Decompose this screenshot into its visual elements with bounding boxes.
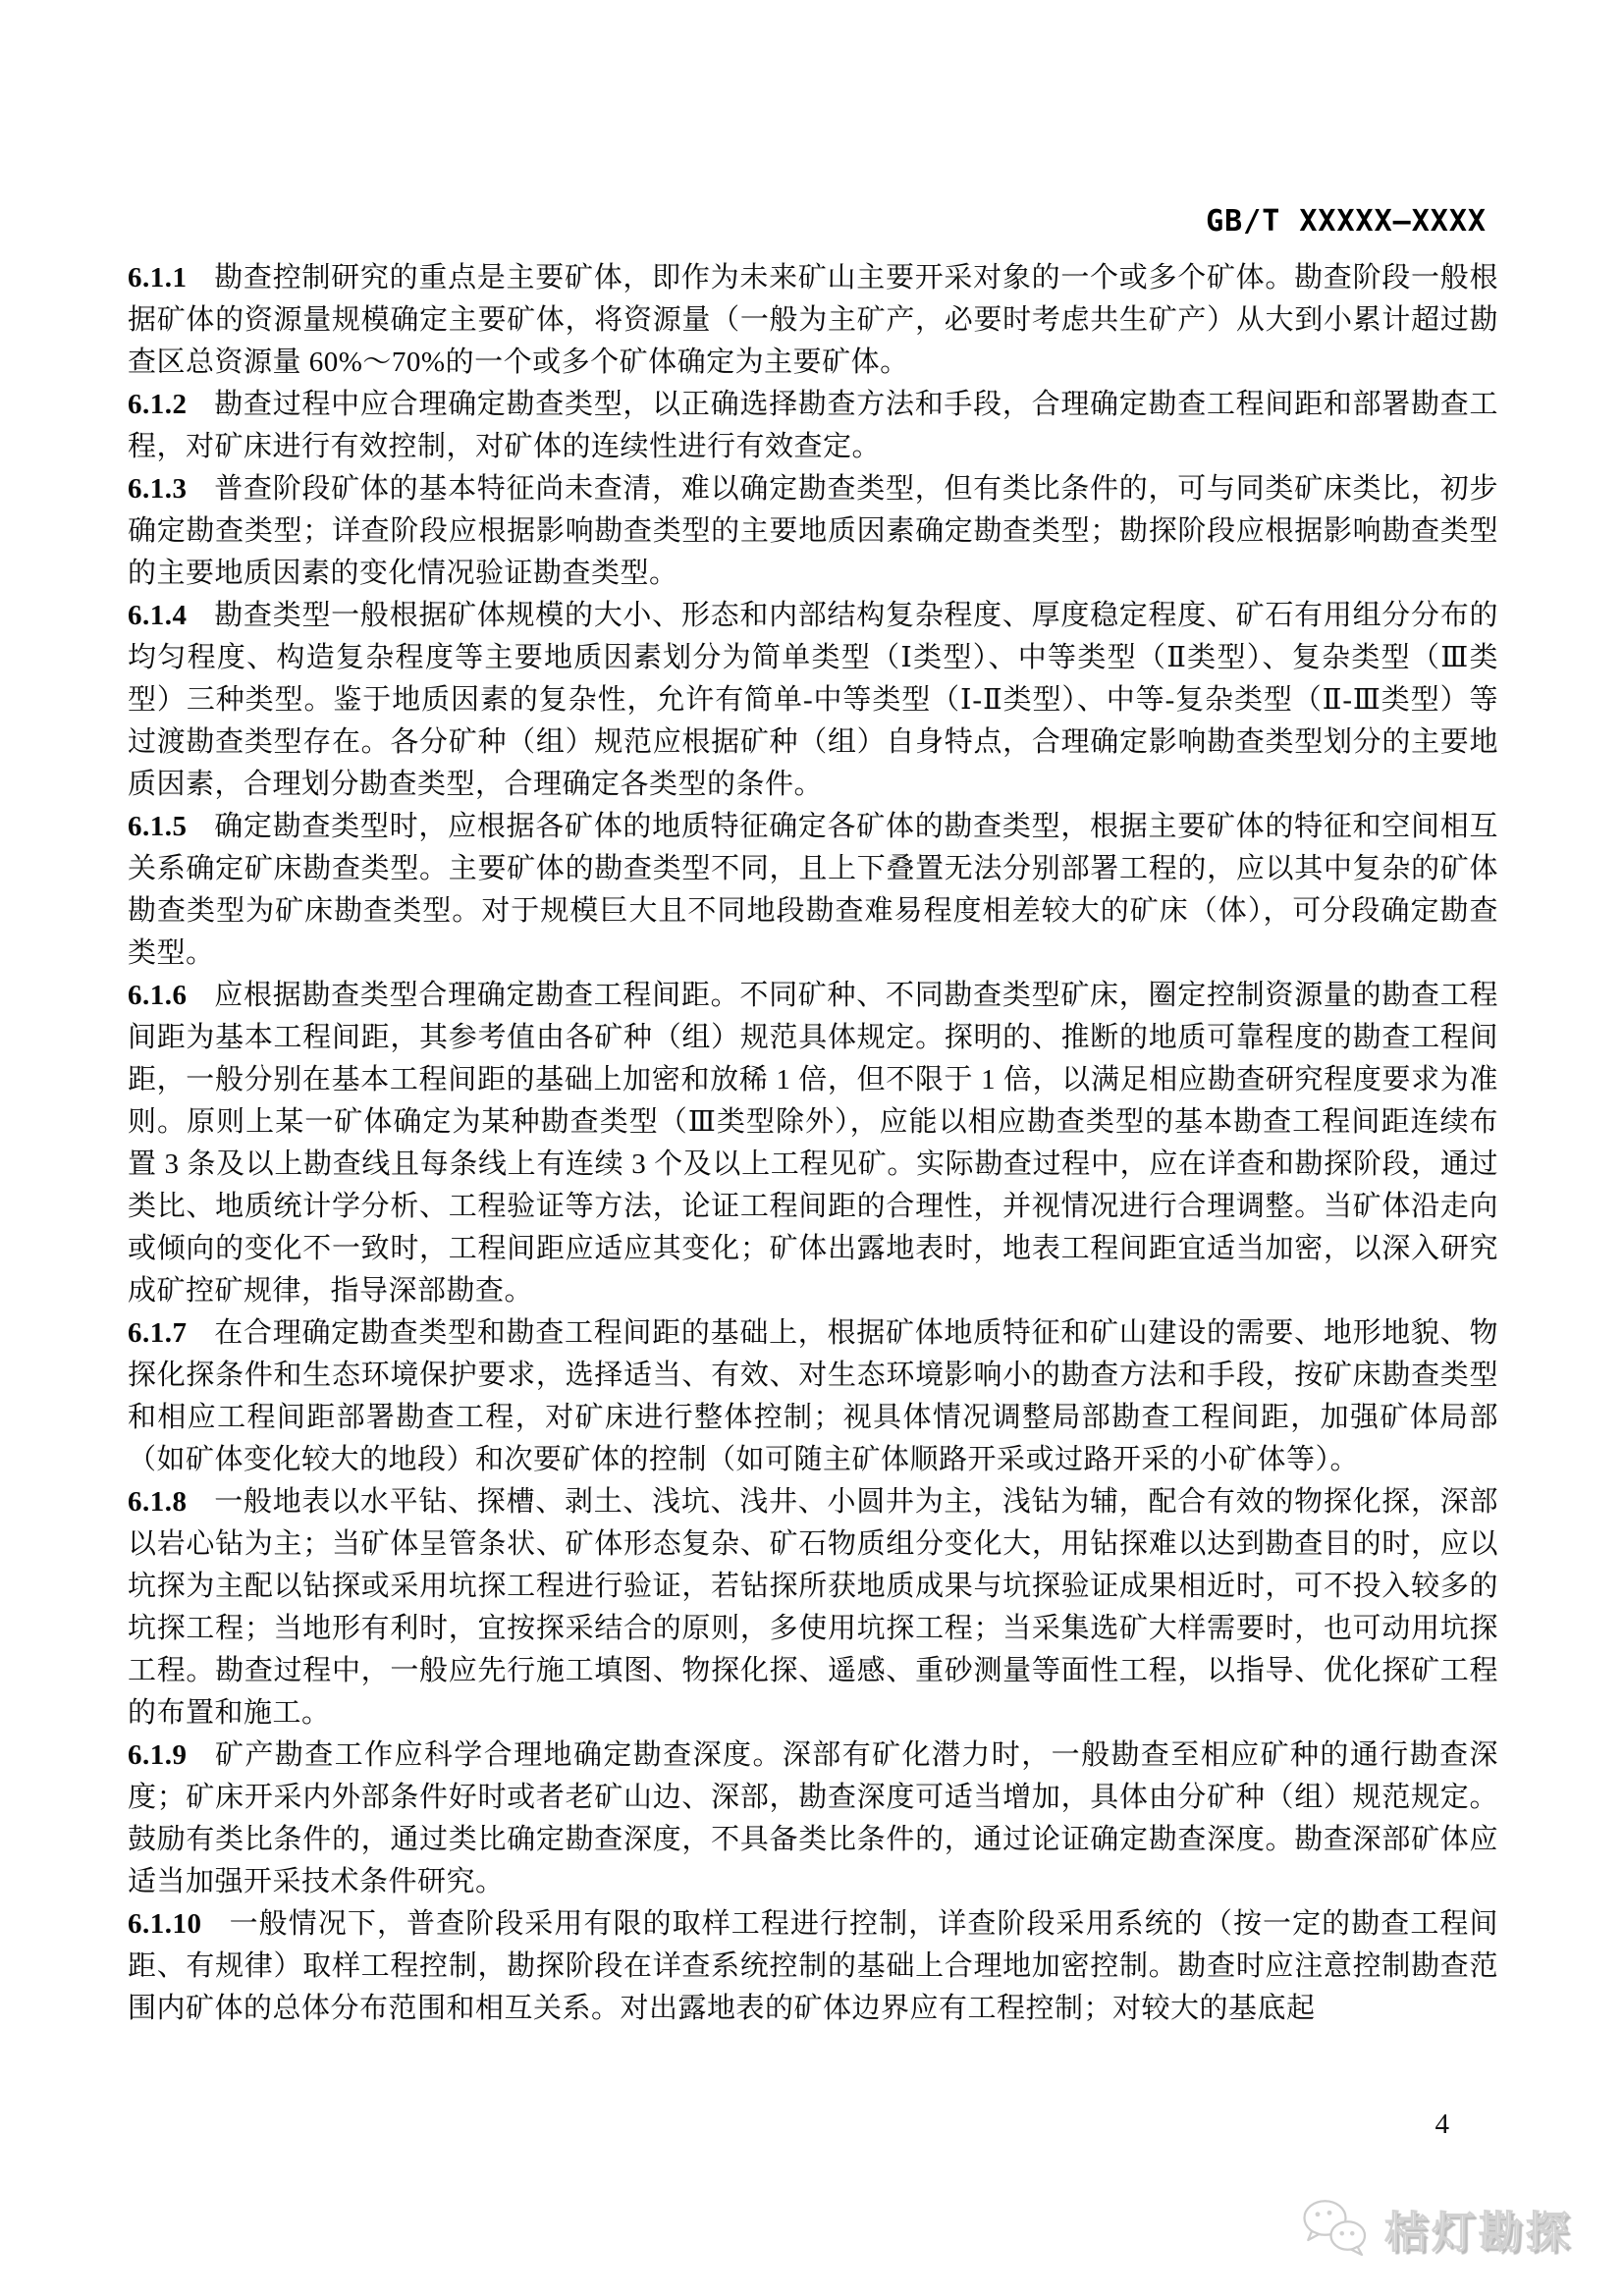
clause-text: 矿产勘查工作应科学合理地确定勘查深度。深部有矿化潜力时，一般勘查至相应矿种的通行勘查深度；矿床开采内外部条件好时或者老矿山边、深部，勘查深度可适当增加，具体由分矿种（组）规范规定。鼓励有类比条件的，通过类比确定勘查深度，不具备类比条件的，通过论证确定勘查深度。勘查深部矿体应适当加强开采技术条件研究。 — [128, 1739, 1498, 1897]
clause-number: 6.1.9 — [128, 1739, 188, 1771]
clause-6-1-3 — [128, 468, 1498, 595]
standard-code-header: GB/T XXXXX—XXXX — [1206, 204, 1487, 239]
clause-number: 6.1.2 — [128, 389, 188, 420]
clause-text: 勘查控制研究的重点是主要矿体，即作为未来矿山主要开采对象的一个或多个矿体。勘查阶段一般根据矿体的资源量规模确定主要矿体，将资源量（一般为主矿产，必要时考虑共生矿产）从大到小累计超过勘查区总资源量 60%～70%的一个或多个矿体确定为主要矿体。 — [128, 262, 1498, 378]
clause-text: 一般情况下，普查阶段采用有限的取样工程进行控制，详查阶段采用系统的（按一定的勘查工程间距、有规律）取样工程控制，勘探阶段在详查系统控制的基础上合理地加密控制。勘查时应注意控制勘查范围内矿体的总体分布范围和相互关系。对出露地表的矿体边界应有工程控制；对较大的基底起 — [128, 1908, 1498, 2024]
clause-text: 在合理确定勘查类型和勘查工程间距的基础上，根据矿体地质特征和矿山建设的需要、地形地貌、物探化探条件和生态环境保护要求，选择适当、有效、对生态环境影响小的勘查方法和手段，按矿床勘查类型和相应工程间距部署勘查工程，对矿床进行整体控制；视具体情况调整局部勘查工程间距，加强矿体局部（如矿体变化较大的地段）和次要矿体的控制（如可随主矿体顺路开采或过路开采的小矿体等）。 — [128, 1317, 1498, 1475]
clause-number: 6.1.3 — [128, 473, 188, 505]
clause-6-1-10 — [128, 1903, 1498, 2030]
clause-text: 普查阶段矿体的基本特征尚未查清，难以确定勘查类型，但有类比条件的，可与同类矿床类比，初步确定勘查类型；详查阶段应根据影响勘查类型的主要地质因素确定勘查类型；勘探阶段应根据影响勘查类型的主要地质因素的变化情况验证勘查类型。 — [128, 473, 1498, 589]
clause-number: 6.1.1 — [128, 262, 188, 294]
clause-text: 勘查类型一般根据矿体规模的大小、形态和内部结构复杂程度、厚度稳定程度、矿石有用组分分布的均匀程度、构造复杂程度等主要地质因素划分为简单类型（Ⅰ类型）、中等类型（Ⅱ类型）、复杂类型（Ⅲ类型）三种类型。鉴于地质因素的复杂性，允许有简单-中等类型（Ⅰ-Ⅱ类型）、中等-复杂类型（Ⅱ-Ⅲ类型）等过渡勘查类型存在。各分矿种（组）规范应根据矿种（组）自身特点，合理确定影响勘查类型划分的主要地质因素，合理划分勘查类型，合理确定各类型的条件。 — [128, 600, 1498, 800]
clause-text: 应根据勘查类型合理确定勘查工程间距。不同矿种、不同勘查类型矿床，圈定控制资源量的勘查工程间距为基本工程间距，其参考值由各矿种（组）规范具体规定。探明的、推断的地质可靠程度的勘查工程间距，一般分别在基本工程间距的基础上加密和放稀 1 倍，但不限于 1 倍，以满足相应勘查研究程度要求为准则。原则上某一矿体确定为某种勘查类型（Ⅲ类型除外），应能以相应勘查类型的基本勘查工程间距连续布置 3 条及以上勘查线且每条线上有连续 3 个及以上工程见矿。实际勘查过程中，应在详查和勘探阶段，通过类比、地质统计学分析、工程验证等方法，论证工程间距的合理性，并视情况进行合理调整。当矿体沿走向或倾向的变化不一致时，工程间距应适应其变化；矿体出露地表时，地表工程间距宜适当加密，以深入研究成矿控矿规律，指导深部勘查。 — [128, 980, 1498, 1307]
wechat-icon — [1300, 2196, 1371, 2261]
clause-text: 确定勘查类型时，应根据各矿体的地质特征确定各矿体的勘查类型，根据主要矿体的特征和空间相互关系确定矿床勘查类型。主要矿体的勘查类型不同，且上下叠置无法分别部署工程的，应以其中复杂的矿体勘查类型为矿床勘查类型。对于规模巨大且不同地段勘查难易程度相差较大的矿床（体），可分段确定勘查类型。 — [128, 811, 1498, 969]
clause-number: 6.1.7 — [128, 1317, 188, 1349]
clause-6-1-8 — [128, 1481, 1498, 1735]
clause-number: 6.1.10 — [128, 1908, 202, 1940]
page-number: 4 — [1435, 2109, 1449, 2140]
watermark — [1300, 2196, 1573, 2261]
watermark-label: 桔灯勘探 — [1384, 2209, 1573, 2257]
clause-text: 一般地表以水平钻、探槽、剥土、浅坑、浅井、小圆井为主，浅钻为辅，配合有效的物探化探，深部以岩心钻为主；当矿体呈管条状、矿体形态复杂、矿石物质组分变化大，用钻探难以达到勘查目的时，应以坑探为主配以钻探或采用坑探工程进行验证，若钻探所获地质成果与坑探验证成果相近时，可不投入较多的坑探工程；当地形有利时，宜按探采结合的原则，多使用坑探工程；当采集选矿大样需要时，也可动用坑探工程。勘查过程中，一般应先行施工填图、物探化探、遥感、重砂测量等面性工程，以指导、优化探矿工程的布置和施工。 — [128, 1486, 1498, 1729]
clause-6-1-7 — [128, 1312, 1498, 1481]
clause-6-1-4 — [128, 595, 1498, 806]
clause-number: 6.1.4 — [128, 600, 188, 631]
clause-number: 6.1.8 — [128, 1486, 188, 1518]
clause-text: 勘查过程中应合理确定勘查类型，以正确选择勘查方法和手段，合理确定勘查工程间距和部署勘查工程，对矿床进行有效控制，对矿体的连续性进行有效查定。 — [128, 389, 1498, 462]
clause-number: 6.1.5 — [128, 811, 188, 842]
clause-body — [128, 257, 1498, 2030]
clause-6-1-5 — [128, 806, 1498, 975]
clause-6-1-6 — [128, 975, 1498, 1312]
clause-number: 6.1.6 — [128, 980, 188, 1011]
clause-6-1-1 — [128, 257, 1498, 384]
clause-6-1-9 — [128, 1735, 1498, 1903]
clause-6-1-2 — [128, 384, 1498, 468]
